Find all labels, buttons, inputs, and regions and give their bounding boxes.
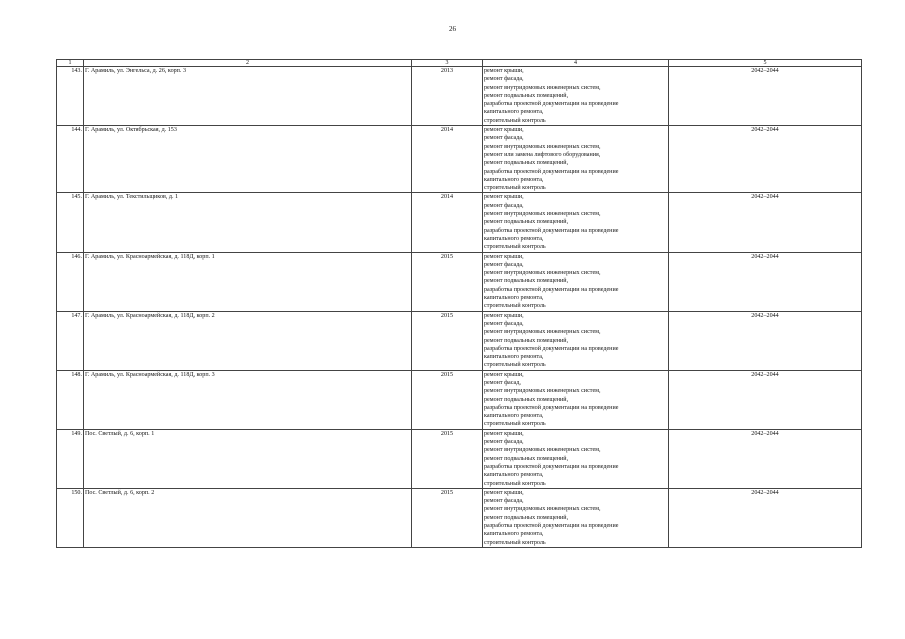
repair-work-item: ремонт фасада, bbox=[484, 261, 524, 268]
repair-work-item: ремонт фасад, bbox=[484, 379, 521, 386]
repair-works-list bbox=[483, 370, 669, 429]
commissioning-year: 2015 bbox=[412, 429, 483, 488]
repair-work-item: строительный контроль bbox=[484, 539, 546, 546]
row-number: 147. bbox=[57, 311, 84, 370]
table-row bbox=[57, 67, 862, 126]
column-number-row bbox=[57, 60, 862, 67]
repair-work-item: строительный контроль bbox=[484, 185, 546, 192]
table-row bbox=[57, 370, 862, 429]
commissioning-year: 2015 bbox=[412, 311, 483, 370]
repair-works-list bbox=[483, 311, 669, 370]
repair-work-item: ремонт внутридомовых инженерных систем, bbox=[484, 506, 601, 513]
repair-work-item: ремонт внутридомовых инженерных систем, bbox=[484, 211, 601, 218]
repair-work-item: строительный контроль bbox=[484, 303, 546, 310]
repair-work-item: капитального ремонта, bbox=[484, 531, 544, 538]
row-number: 144. bbox=[57, 126, 84, 193]
repair-work-item: ремонт фасада, bbox=[484, 320, 524, 327]
repair-work-item: ремонт подвальных помещений, bbox=[484, 396, 569, 403]
repair-work-item: строительный контроль bbox=[484, 480, 546, 487]
repair-period: 2042–2044 bbox=[669, 429, 862, 488]
repair-work-item: строительный контроль bbox=[484, 244, 546, 251]
repair-work-item: ремонт фасада, bbox=[484, 439, 524, 446]
column-header: 4 bbox=[483, 60, 669, 67]
repair-works-list bbox=[483, 126, 669, 193]
repair-work-item: капитального ремонта, bbox=[484, 176, 544, 183]
repair-work-item: разработка проектной документации на проведение bbox=[484, 345, 619, 352]
commissioning-year: 2014 bbox=[412, 193, 483, 252]
repair-work-item: ремонт внутридомовых инженерных систем, bbox=[484, 143, 601, 150]
repair-period: 2042–2044 bbox=[669, 193, 862, 252]
table-row bbox=[57, 252, 862, 311]
repair-work-item: ремонт внутридомовых инженерных систем, bbox=[484, 329, 601, 336]
repair-schedule-table bbox=[56, 59, 862, 548]
repair-works-list bbox=[483, 429, 669, 488]
building-address: Г. Арамиль, ул. Красноармейская, д. 118Д, корп. 2 bbox=[84, 311, 412, 370]
repair-work-item: ремонт внутридомовых инженерных систем, bbox=[484, 84, 601, 91]
table-row bbox=[57, 311, 862, 370]
repair-period: 2042–2044 bbox=[669, 311, 862, 370]
repair-period: 2042–2044 bbox=[669, 252, 862, 311]
building-address: Г. Арамиль, ул. Красноармейская, д. 118Д, корп. 1 bbox=[84, 252, 412, 311]
table-row bbox=[57, 193, 862, 252]
table-header bbox=[57, 60, 862, 67]
commissioning-year: 2015 bbox=[412, 488, 483, 547]
table-row bbox=[57, 488, 862, 547]
repair-work-item: ремонт внутридомовых инженерных систем, bbox=[484, 388, 601, 395]
repair-work-item: разработка проектной документации на проведение bbox=[484, 523, 619, 530]
commissioning-year: 2015 bbox=[412, 252, 483, 311]
repair-work-item: строительный контроль bbox=[484, 421, 546, 428]
repair-work-item: разработка проектной документации на проведение bbox=[484, 404, 619, 411]
building-address: Г. Арамиль, ул. Красноармейская, д. 118Д, корп. 3 bbox=[84, 370, 412, 429]
column-header: 3 bbox=[412, 60, 483, 67]
repair-work-item: ремонт подвальных помещений, bbox=[484, 92, 569, 99]
repair-work-item: ремонт подвальных помещений, bbox=[484, 455, 569, 462]
repair-work-item: ремонт крыши, bbox=[484, 430, 524, 437]
building-address: Г. Арамиль, ул. Энгельса, д. 26, корп. 3 bbox=[84, 67, 412, 126]
repair-works-list bbox=[483, 67, 669, 126]
building-address: Пос. Светлый, д. 6, корп. 1 bbox=[84, 429, 412, 488]
column-header: 2 bbox=[84, 60, 412, 67]
table-body bbox=[57, 67, 862, 548]
repair-work-item: ремонт крыши, bbox=[484, 312, 524, 319]
commissioning-year: 2014 bbox=[412, 126, 483, 193]
repair-work-item: ремонт фасада, bbox=[484, 135, 524, 142]
repair-work-item: ремонт подвальных помещений, bbox=[484, 219, 569, 226]
repair-work-item: ремонт фасада, bbox=[484, 76, 524, 83]
row-number: 143. bbox=[57, 67, 84, 126]
repair-work-item: ремонт фасада, bbox=[484, 202, 524, 209]
row-number: 146. bbox=[57, 252, 84, 311]
page-number: 26 bbox=[449, 25, 456, 33]
row-number: 145. bbox=[57, 193, 84, 252]
repair-period: 2042–2044 bbox=[669, 488, 862, 547]
repair-work-item: ремонт крыши, bbox=[484, 489, 524, 496]
repair-work-item: ремонт крыши, bbox=[484, 194, 524, 201]
table-row bbox=[57, 429, 862, 488]
repair-work-item: ремонт крыши, bbox=[484, 253, 524, 260]
repair-period: 2042–2044 bbox=[669, 126, 862, 193]
repair-work-item: разработка проектной документации на проведение bbox=[484, 286, 619, 293]
row-number: 148. bbox=[57, 370, 84, 429]
commissioning-year: 2015 bbox=[412, 370, 483, 429]
repair-works-list bbox=[483, 252, 669, 311]
repair-work-item: ремонт подвальных помещений, bbox=[484, 337, 569, 344]
repair-period: 2042–2044 bbox=[669, 370, 862, 429]
building-address: Г. Арамиль, ул. Октябрьская, д. 153 bbox=[84, 126, 412, 193]
building-address: Г. Арамиль, ул. Текстильщиков, д. 1 bbox=[84, 193, 412, 252]
repair-work-item: разработка проектной документации на проведение bbox=[484, 168, 619, 175]
repair-work-item: строительный контроль bbox=[484, 362, 546, 369]
repair-work-item: ремонт подвальных помещений, bbox=[484, 278, 569, 285]
repair-work-item: капитального ремонта, bbox=[484, 472, 544, 479]
repair-work-item: ремонт подвальных помещений, bbox=[484, 160, 569, 167]
column-header: 1 bbox=[57, 60, 84, 67]
column-header: 5 bbox=[669, 60, 862, 67]
repair-works-list bbox=[483, 488, 669, 547]
row-number: 149. bbox=[57, 429, 84, 488]
repair-period: 2042–2044 bbox=[669, 67, 862, 126]
commissioning-year: 2013 bbox=[412, 67, 483, 126]
table-row bbox=[57, 126, 862, 193]
repair-work-item: ремонт крыши, bbox=[484, 371, 524, 378]
repair-work-item: разработка проектной документации на проведение bbox=[484, 227, 619, 234]
repair-work-item: разработка проектной документации на проведение bbox=[484, 463, 619, 470]
repair-works-list bbox=[483, 193, 669, 252]
repair-work-item: капитального ремонта, bbox=[484, 354, 544, 361]
repair-work-item: ремонт или замена лифтового оборудования, bbox=[484, 151, 601, 158]
repair-work-item: капитального ремонта, bbox=[484, 235, 544, 242]
repair-work-item: капитального ремонта, bbox=[484, 109, 544, 116]
repair-work-item: ремонт внутридомовых инженерных систем, bbox=[484, 447, 601, 454]
repair-work-item: ремонт крыши, bbox=[484, 127, 524, 134]
repair-work-item: капитального ремонта, bbox=[484, 295, 544, 302]
repair-work-item: ремонт фасада, bbox=[484, 498, 524, 505]
repair-work-item: ремонт внутридомовых инженерных систем, bbox=[484, 270, 601, 277]
repair-work-item: строительный контроль bbox=[484, 117, 546, 124]
repair-work-item: капитального ремонта, bbox=[484, 413, 544, 420]
repair-work-item: ремонт подвальных помещений, bbox=[484, 514, 569, 521]
row-number: 150. bbox=[57, 488, 84, 547]
repair-work-item: разработка проектной документации на проведение bbox=[484, 101, 619, 108]
building-address: Пос. Светлый, д. 6, корп. 2 bbox=[84, 488, 412, 547]
repair-work-item: ремонт крыши, bbox=[484, 68, 524, 74]
